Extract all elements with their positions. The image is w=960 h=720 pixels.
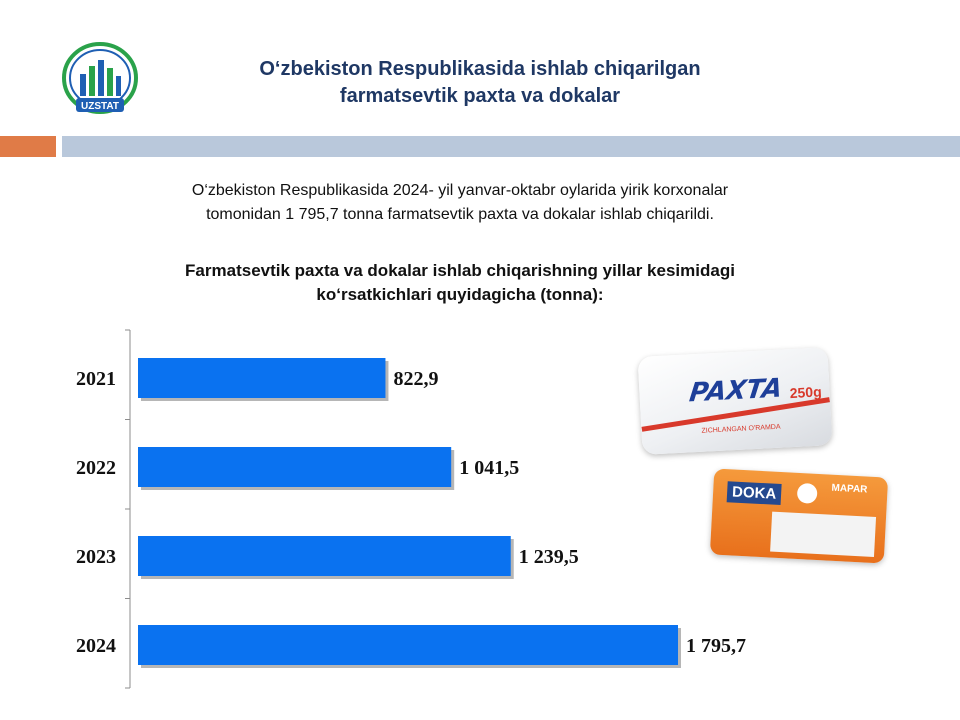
title-line-2: farmatsevtik paxta va dokalar xyxy=(339,85,621,107)
intro-text xyxy=(100,179,820,227)
chart-subtitle xyxy=(100,259,820,307)
value-label-2023: 1 239,5 xyxy=(518,546,579,568)
bar-2022 xyxy=(138,447,451,487)
cotton-weight-text: 250g xyxy=(789,383,823,402)
subtitle-line-1: Farmatsevtik paxta va dokalar ishlab chiqarishning yillar kesimidagi xyxy=(185,261,735,280)
cotton-sub-text: ZICHLANGAN O'RAMDA xyxy=(701,423,781,435)
intro-line-2: tomonidan 1 795,7 tonna farmatsevtik paxta va dokalar ishlab chiqarildi. xyxy=(206,206,714,223)
title-line-1: O‘zbekiston Respublikasida ishlab chiqarilgan xyxy=(259,58,701,80)
gauze-package-image xyxy=(710,469,888,564)
logo-text: UZSTAT xyxy=(81,101,119,112)
category-label-2024: 2024 xyxy=(76,635,116,657)
gauze-brand2-text: MAPAR xyxy=(831,482,868,496)
category-label-2023: 2023 xyxy=(76,546,116,568)
page-title xyxy=(150,56,810,110)
bar-2024 xyxy=(138,625,678,665)
category-label-2022: 2022 xyxy=(76,457,116,479)
bar-2021 xyxy=(138,358,385,398)
category-label-2021: 2021 xyxy=(76,368,116,390)
bar-2023 xyxy=(138,536,511,576)
subtitle-line-2: ko‘rsatkichlari quyidagicha (tonna): xyxy=(316,285,604,304)
value-label-2021: 822,9 xyxy=(393,368,439,390)
value-label-2022: 1 041,5 xyxy=(459,457,520,479)
value-label-2024: 1 795,7 xyxy=(686,635,746,657)
cotton-brand-text: PAXTA xyxy=(687,373,784,409)
gauze-emblem xyxy=(797,483,818,504)
header-divider-blue xyxy=(62,136,960,157)
gauze-window xyxy=(770,512,876,557)
gauze-brand-text: DOKA xyxy=(727,481,782,505)
header-divider-orange xyxy=(0,136,56,157)
cotton-package-image xyxy=(638,347,833,455)
intro-line-1: O‘zbekiston Respublikasida 2024- yil yanvar-oktabr oylarida yirik korxonalar xyxy=(191,182,729,199)
uzstat-logo xyxy=(60,40,140,120)
